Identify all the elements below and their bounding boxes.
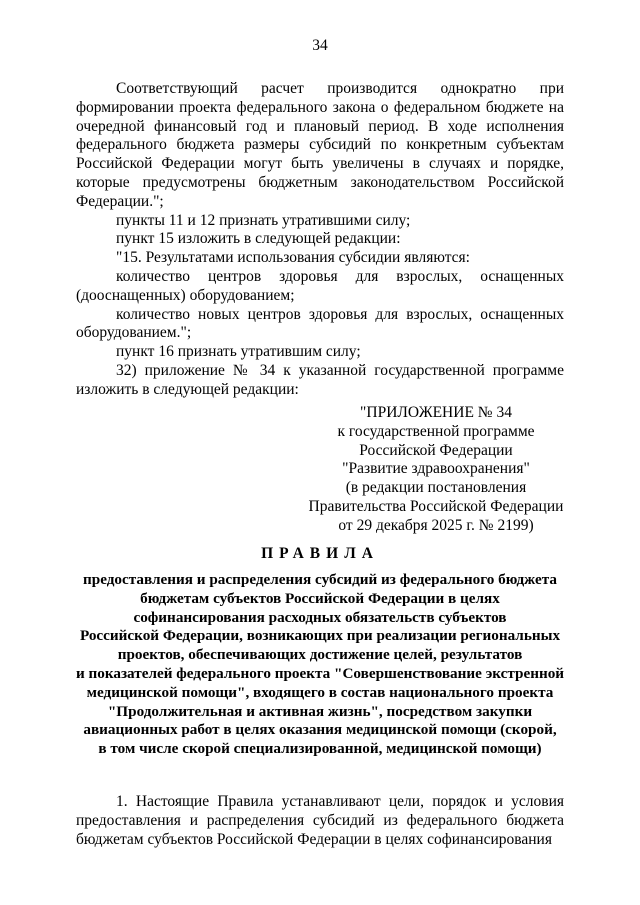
appendix-header — [300, 404, 572, 536]
rules-clause-1 — [76, 793, 564, 849]
paragraph-result-new-centers: количество новых центров здоровья для взрослых, оснащенных оборудованием."; — [76, 305, 564, 342]
appendix-line: (в редакции постановления — [345, 479, 527, 497]
appendix-line: к государственной программе — [337, 422, 535, 440]
appendix-line: от 29 декабря 2025 г. № 2199) — [338, 516, 534, 534]
subtitle-line: софинансирования расходных обязательств субъектов — [133, 608, 507, 626]
subtitle-line: авиационных работ в целях оказания медицинской помощи (скорой, — [83, 721, 557, 739]
page-number: 34 — [312, 37, 328, 54]
appendix-line: "ПРИЛОЖЕНИЕ № 34 — [360, 404, 512, 421]
appendix-line: "Развитие здравоохранения" — [342, 460, 530, 478]
rules-title: ПРАВИЛА — [261, 545, 379, 562]
subtitle-line: бюджетам субъектов Российской Федерации в целях — [140, 589, 500, 607]
paragraph-result-equipped: количество центров здоровья для взрослых, оснащенных (дооснащенных) оборудованием; — [76, 267, 564, 304]
subtitle-line: проектов, обеспечивающих достижение целей, результатов — [117, 646, 523, 664]
subtitle-line: и показателей федерального проекта "Совершенствование экстренной — [75, 664, 565, 682]
subtitle-line: предоставления и распределения субсидий из федерального бюджета — [83, 571, 557, 588]
subtitle-line: Российской Федерации, возникающих при реализации региональных — [79, 627, 561, 645]
subtitle-line: в том числе скорой специализированной, медицинской помощи) — [98, 740, 542, 758]
paragraph-calculation: Соответствующий расчет производится однократно при формировании проекта федерального закона о федеральном бюджете на очередной финансовый год и плановый период. В ходе исполнения федерального бюджета размеры субсидий по конкретным субъектам Российской Федерации могут быть увеличены в случаях и порядке, которые предусмотрены бюджетным законодательством Российской Федерации."; — [76, 80, 564, 210]
subtitle-line: медицинской помощи", входящего в состав национального проекта — [86, 683, 554, 701]
subtitle-line: "Продолжительная и активная жизнь", посредством закупки — [107, 702, 533, 720]
paragraph-point-15: пункт 15 изложить в следующей редакции: — [116, 230, 401, 248]
paragraph-points-11-12: пункты 11 и 12 признать утратившими силу; — [116, 211, 411, 229]
paragraph-appendix-34: 32) приложение № 34 к указанной государственной программе изложить в следующей редакции: — [76, 361, 564, 398]
rules-subtitle — [60, 571, 580, 759]
appendix-line: Российской Федерации — [359, 441, 513, 459]
appendix-line: Правительства Российской Федерации — [308, 497, 564, 515]
paragraph-point-16: пункт 16 признать утратившим силу; — [116, 343, 361, 361]
paragraph-results-intro: "15. Результатами использования субсидии являются: — [116, 249, 470, 267]
clause-1-text: 1. Настоящие Правила устанавливают цели, порядок и условия предоставления и распределения субсидий из федерального бюджета бюджетам субъектов Российской Федерации в целях софинансирования — [76, 793, 564, 848]
body-text — [76, 80, 564, 400]
